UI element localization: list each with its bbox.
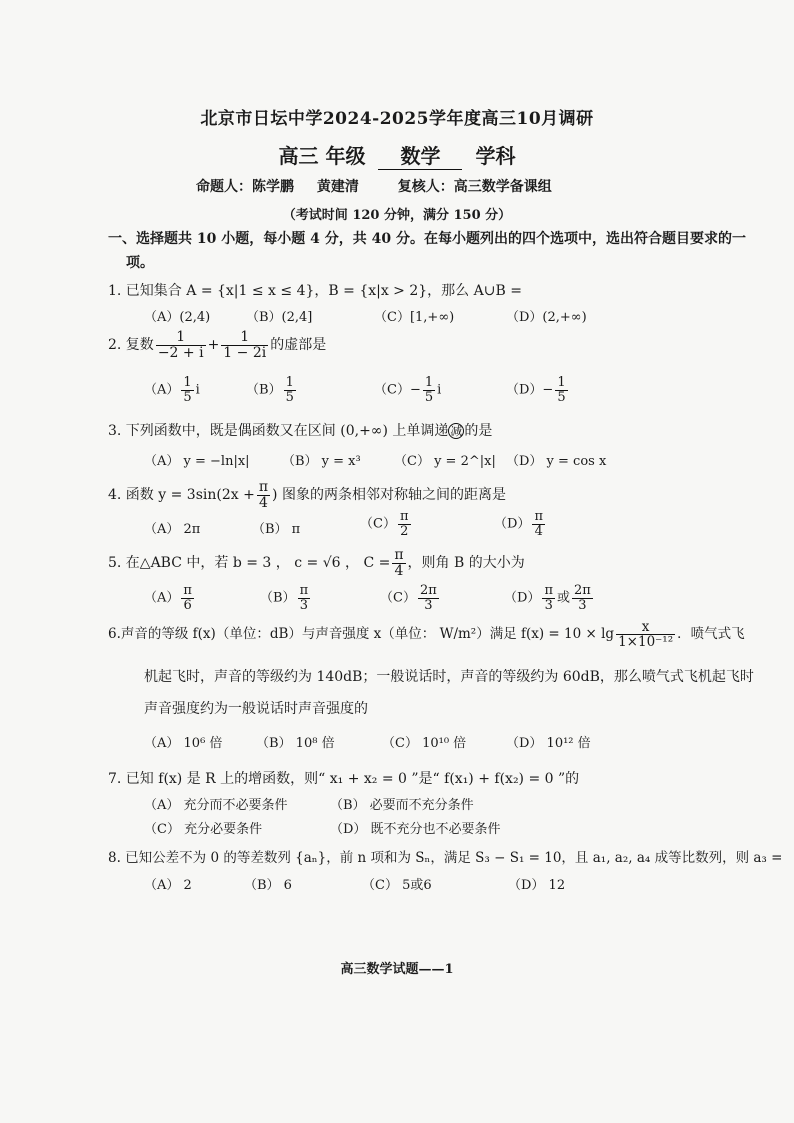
q2-d-den: 5 [557, 389, 566, 405]
q4-c-den: 2 [400, 523, 409, 539]
q2-f1-den: −2 + i [157, 344, 204, 361]
q7-option-c: （C） 充分必要条件 [144, 822, 263, 837]
q6-post: ．喷气式飞 [677, 626, 745, 643]
reviewer: 复核人：高三数学备课组 [397, 179, 552, 195]
q4-option-b: （B） π [252, 522, 301, 537]
q3-option-a: （A） y = −ln|x| [144, 454, 250, 469]
grade-subject-line [0, 140, 794, 170]
q2-c-suffix: i [437, 382, 442, 398]
q5-b-label: （B） [260, 590, 296, 606]
q2-option-b [246, 376, 298, 404]
q4-pre: 4. 函数 y = 3sin(2x + [108, 487, 255, 504]
q2-stem [108, 330, 326, 360]
q5-d-frac-1 [542, 584, 555, 612]
q3-stem-end: 的是 [464, 423, 493, 439]
q2-plus: + [207, 337, 220, 354]
q4-post: ) 图象的两条相邻对称轴之间的距离是 [272, 487, 506, 504]
q8-option-a: （A） 2 [144, 878, 192, 893]
q5-option-d [504, 584, 595, 612]
q1-option-b: （B）(2,4] [246, 310, 313, 325]
q5-d-frac-2 [572, 584, 593, 612]
q1-option-a: （A）(2,4) [144, 310, 211, 325]
q6-den: 1×10⁻¹² [618, 634, 674, 651]
q5-num: π [394, 547, 404, 563]
q6-option-d: （D） 10¹² 倍 [506, 736, 591, 751]
q6-line3: 声音强度约为一般说话时声音强度的 [144, 701, 368, 717]
q4-d-den: 4 [534, 523, 543, 539]
q3-circled-char: 减 [450, 424, 463, 438]
setter-2: 黄建清 [316, 179, 359, 195]
q2-f2-num: 1 [221, 330, 268, 346]
q2-c-label: （C）− [374, 382, 421, 398]
q2-b-label: （B） [246, 382, 282, 398]
q4-frac [257, 480, 270, 510]
q5-c-den: 3 [424, 597, 433, 613]
grade-value: 高三 [278, 144, 319, 168]
q5-option-a [144, 584, 196, 612]
q2-post: 的虚部是 [270, 337, 327, 354]
q5-post: ，则角 B 的大小为 [407, 555, 525, 572]
q5-a-num: π [183, 583, 192, 598]
q1-stem: 1. 已知集合 A = {x|1 ≤ x ≤ 4}，B = {x|x > 2}，那么 A∪B = [108, 283, 522, 299]
q4-option-c [360, 510, 413, 538]
authors-line [196, 176, 570, 196]
q4-d-num: π [534, 509, 543, 524]
q3-stem-text: 3. 下列函数中，既是偶函数又在区间 (0,+∞) 上单调递 [108, 423, 449, 439]
section1-line1: 一、选择题共 10 小题，每小题 4 分，共 40 分。在每小题列出的四个选项中，选出符合题目要求的一 [108, 231, 746, 247]
q4-option-d [494, 510, 547, 538]
subject-label: 学科 [475, 144, 516, 168]
q2-c-frac [423, 376, 435, 404]
q5-stem [108, 548, 525, 578]
q4-den: 4 [258, 494, 268, 511]
q6-frac [616, 620, 675, 649]
q2-b-num: 1 [285, 375, 294, 390]
q6-option-a: （A） 10⁶ 倍 [144, 736, 223, 751]
q2-pre: 2. 复数 [108, 337, 154, 354]
time-info: （考试时间 120 分钟，满分 150 分） [282, 208, 512, 223]
q5-option-c [380, 584, 441, 612]
q5-a-label: （A） [144, 590, 180, 606]
q2-fraction-2 [221, 330, 268, 360]
q4-stem [108, 480, 506, 510]
q4-c-frac [398, 510, 411, 538]
q5-d-num-2: 2π [574, 583, 591, 598]
setter: 命题人：陈学鹏 [196, 179, 294, 195]
page-footer: 高三数学试题——1 [340, 962, 454, 977]
q3-stem [108, 420, 492, 440]
q3-option-d: （D） y = cos x [506, 454, 607, 469]
q3-option-b: （B） y = x³ [282, 454, 361, 469]
q2-c-num: 1 [424, 375, 434, 390]
q5-den: 4 [394, 562, 404, 579]
q4-c-label: （C） [360, 516, 396, 532]
q5-pre: 5. 在△ABC 中，若 b = 3 ， c = √6 ， C = [108, 555, 391, 572]
q6-option-c: （C） 10¹⁰ 倍 [382, 736, 467, 751]
section1-line2: 项。 [126, 255, 154, 271]
q5-d-label: （D） [504, 590, 541, 606]
q2-a-den: 5 [183, 389, 192, 405]
q7-option-d: （D） 既不充分也不必要条件 [330, 822, 501, 837]
subject-value: 数学 [378, 140, 462, 170]
exam-title: 北京市日坛中学2024-2025学年度高三10月调研 [200, 109, 594, 129]
q1-option-d: （D）(2,+∞) [506, 310, 587, 325]
q6-stem [108, 620, 745, 649]
q5-frac [392, 548, 405, 578]
q5-c-frac [418, 584, 439, 612]
q5-a-den: 6 [183, 597, 192, 613]
q5-d-or: 或 [556, 590, 570, 606]
q5-a-frac [181, 584, 194, 612]
q5-c-label: （C） [380, 590, 416, 606]
q2-c-den: 5 [424, 389, 434, 405]
q3-option-c: （C） y = 2^|x| [394, 454, 496, 469]
q4-c-num: π [399, 509, 409, 524]
q4-option-a: （A） 2π [144, 522, 201, 537]
q5-d-den-2: 3 [578, 597, 587, 613]
q2-fraction-1 [156, 330, 206, 360]
q4-d-frac [532, 510, 545, 538]
q8-option-d: （D） 12 [508, 878, 566, 893]
q5-b-num: π [299, 583, 309, 598]
q5-b-frac [298, 584, 311, 612]
q2-option-c [374, 376, 441, 404]
q5-d-den-1: 3 [544, 597, 553, 613]
q2-a-label: （A） [144, 382, 180, 398]
q2-d-num: 1 [557, 375, 566, 390]
q6-option-b: （B） 10⁸ 倍 [256, 736, 335, 751]
q2-option-a [144, 376, 200, 404]
q6-num: x [616, 620, 675, 635]
grade-label: 年级 [325, 144, 366, 168]
q8-option-c: （C） 5或6 [362, 878, 432, 893]
q2-option-d [506, 376, 570, 404]
q6-line2: 机起飞时，声音的等级约为 140dB；一般说话时，声音的等级约为 60dB，那么喷气式飞机起飞时 [144, 669, 754, 685]
q6-pre: 6.声音的等级 f(x)（单位：dB）与声音强度 x（单位： W/m²）满足 f(x) = 10 × lg [108, 626, 615, 643]
q2-f2-den: 1 − 2i [223, 344, 267, 361]
q2-f1-num: 1 [156, 330, 206, 346]
q2-a-num: 1 [183, 375, 192, 390]
q7-option-b: （B） 必要而不充分条件 [330, 798, 474, 813]
q5-option-b [260, 584, 312, 612]
q2-a-frac [181, 376, 193, 404]
q8-option-b: （B） 6 [244, 878, 292, 893]
q5-b-den: 3 [299, 597, 308, 613]
q8-stem: 8. 已知公差不为 0 的等差数列 {aₙ}，前 n 项和为 Sₙ，满足 S₃ − S₁ = 10，且 a₁, a₂, a₄ 成等比数列，则 a₃ = [108, 850, 783, 866]
q4-d-label: （D） [494, 516, 531, 532]
q4-num: π [258, 479, 269, 495]
q2-d-frac [555, 376, 567, 404]
q5-c-num: 2π [419, 583, 437, 598]
q2-b-den: 5 [285, 389, 294, 405]
q2-d-label: （D）− [506, 382, 554, 398]
q5-d-num-1: π [544, 583, 553, 598]
q1-option-c: （C）[1,+∞) [374, 310, 455, 325]
q7-option-a: （A） 充分而不必要条件 [144, 798, 288, 813]
q2-b-frac [284, 376, 296, 404]
q7-stem: 7. 已知 f(x) 是 R 上的增函数，则“ x₁ + x₂ = 0 ”是“ f(x₁) + f(x₂) = 0 ”的 [108, 771, 580, 787]
q2-a-suffix: i [195, 382, 200, 398]
